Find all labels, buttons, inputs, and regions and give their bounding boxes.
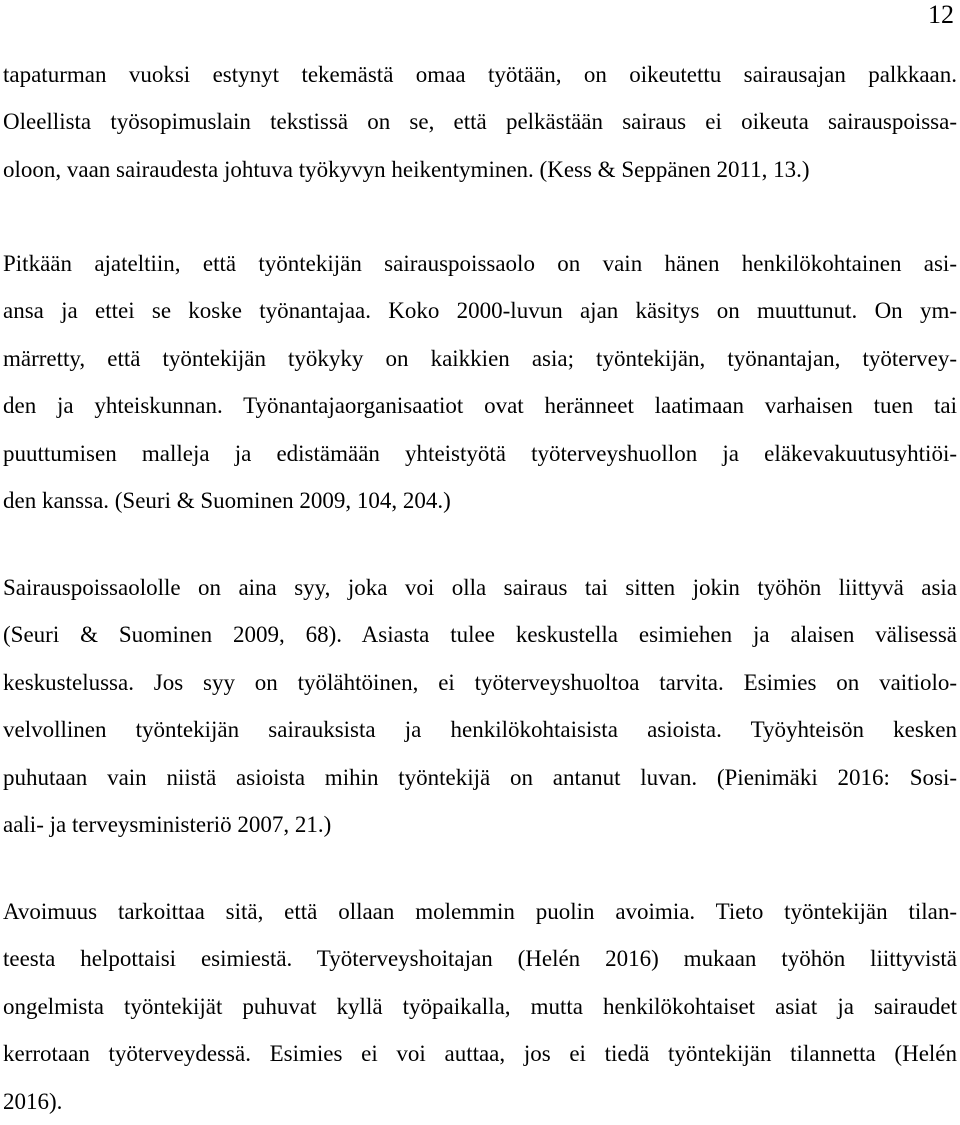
text-line: puuttumisen malleja ja edistämään yhteistyötä työterveyshuollon ja eläkevakuutusyhtiöi- bbox=[3, 440, 957, 466]
text-line: Pitkään ajateltiin, että työntekijän sairauspoissaolo on vain hänen henkilökohtainen asi- bbox=[3, 251, 957, 276]
text-line: ansa ja ettei se koske työnantajaa. Koko 2000-luvun ajan käsitys on muuttunut. On ym- bbox=[3, 298, 957, 324]
text-line: 2016). bbox=[3, 1088, 63, 1114]
text-line: aali- ja terveysministeriö 2007, 21.) bbox=[3, 812, 332, 838]
paragraph-3 bbox=[3, 564, 957, 848]
paragraph-4 bbox=[3, 888, 957, 1125]
text-line: keskustelussa. Jos syy on työlähtöinen, ei työterveyshuoltoa tarvita. Esimies on vaitiolo- bbox=[3, 669, 957, 695]
paragraph-2 bbox=[3, 240, 957, 524]
text-line: den kanssa. (Seuri & Suominen 2009, 104, 204.) bbox=[3, 488, 451, 514]
text-line: oloon, vaan sairaudesta johtuva työkyvyn heikentyminen. (Kess & Seppänen 2011, 13.) bbox=[3, 156, 810, 182]
text-line: märretty, että työntekijän työkyky on kaikkien asia; työntekijän, työnantajan, työtervey- bbox=[3, 345, 957, 371]
text-line: (Seuri & Suominen 2009, 68). Asiasta tulee keskustella esimiehen ja alaisen välisessä bbox=[3, 622, 957, 648]
text-line: velvollinen työntekijän sairauksista ja henkilökohtaisista asioista. Työyhteisön kesken bbox=[3, 717, 957, 743]
text-line: tapaturman vuoksi estynyt tekemästä omaa työtään, on oikeutettu sairausajan palkkaan. bbox=[3, 62, 957, 87]
text-line: den ja yhteiskunnan. Työnantajaorganisaatiot ovat heränneet laatimaan varhaisen tuen tai bbox=[3, 393, 957, 419]
text-line: Avoimuus tarkoittaa sitä, että ollaan molemmin puolin avoimia. Tieto työntekijän tilan- bbox=[3, 899, 957, 924]
text-line: Oleellista työsopimuslain tekstissä on se, että pelkästään sairaus ei oikeuta sairauspoissa- bbox=[3, 109, 957, 135]
paragraph-1 bbox=[3, 51, 957, 193]
text-line: puhutaan vain niistä asioista mihin työntekijä on antanut luvan. (Pienimäki 2016: Sosi- bbox=[3, 764, 957, 790]
text-line: Sairauspoissaololle on aina syy, joka voi olla sairaus tai sitten jokin työhön liittyvä asia bbox=[3, 575, 957, 600]
page-number: 12 bbox=[928, 0, 954, 29]
text-line: ongelmista työntekijät puhuvat kyllä työpaikalla, mutta henkilökohtaiset asiat ja sairaudet bbox=[3, 993, 957, 1019]
text-line: teesta helpottaisi esimiestä. Työterveyshoitajan (Helén 2016) mukaan työhön liittyvistä bbox=[3, 946, 957, 972]
text-line: kerrotaan työterveydessä. Esimies ei voi auttaa, jos ei tiedä työntekijän tilannetta (Helén bbox=[3, 1041, 957, 1067]
